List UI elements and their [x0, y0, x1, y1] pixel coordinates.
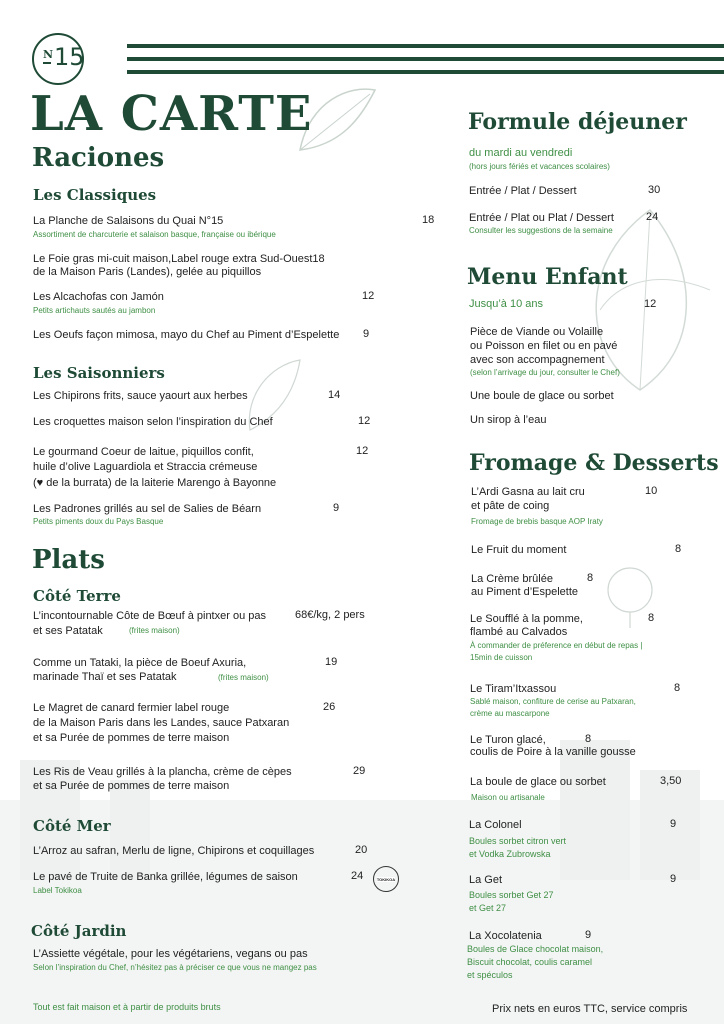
item-name-line2: huile d’olive Laguardiola et Straccia crémeuse: [33, 461, 258, 473]
formule-days-note: (hors jours fériés et vacances scolaires): [469, 162, 610, 171]
item-name: Les croquettes maison selon l’inspiration du Chef: [33, 416, 273, 428]
item-note: (frites maison): [129, 626, 180, 635]
item-name: Les Chipirons frits, sauce yaourt aux herbes: [33, 390, 248, 402]
item-name-line2: et pâte de coing: [471, 500, 550, 512]
parsley-illustration-icon: [595, 560, 665, 630]
item-name: Le Magret de canard fermier label rouge: [33, 702, 230, 714]
header-stripe: [127, 70, 724, 74]
item-name: Entrée / Plat / Dessert: [469, 185, 577, 197]
item-price: 8: [675, 543, 682, 555]
item-price: 20: [355, 844, 368, 856]
item-name: Les Alcachofas con Jamón: [33, 291, 164, 303]
item-note: Consulter les suggestions de la semaine: [469, 226, 613, 235]
item-name: Les Ris de Veau grillés à la plancha, crème de cèpes: [33, 766, 292, 778]
item-name: La boule de glace ou sorbet: [470, 776, 606, 788]
item-note-line2: Biscuit chocolat, coulis caramel: [467, 957, 593, 967]
logo-number: 15: [54, 43, 85, 71]
item-note: Petits artichauts sautés au jambon: [33, 306, 156, 315]
item-name: Un sirop à l’eau: [470, 414, 547, 426]
item-name: La Get: [469, 874, 503, 886]
item-name: Le Fruit du moment: [471, 544, 567, 556]
item-price: 12: [356, 445, 369, 457]
item-name-line3: avec son accompagnement: [470, 354, 605, 366]
item-name-line2: et ses Patatak: [33, 625, 103, 637]
item-name: La Colonel: [469, 819, 522, 831]
item-name: L’incontournable Côte de Bœuf à pintxer ou pas: [33, 610, 266, 622]
item-price: 10: [645, 485, 658, 497]
badge-text: TOKIKOA: [376, 876, 396, 882]
item-note: Fromage de brebis basque AOP Iraty: [471, 517, 603, 526]
item-note: Petits piments doux du Pays Basque: [33, 517, 164, 526]
item-name: La Xocolatenia: [469, 930, 542, 942]
logo: [32, 33, 84, 85]
item-note: À commander de préference en début de repas |: [470, 641, 643, 650]
item-note: Label Tokikoa: [33, 886, 82, 895]
section-title-terre: Côté Terre: [33, 587, 121, 605]
item-price: 8: [648, 612, 655, 624]
item-name: Pièce de Viande ou Volaille: [470, 326, 604, 338]
item-price: 8: [585, 733, 592, 745]
item-price: 8: [587, 572, 594, 584]
item-price: 14: [328, 389, 341, 401]
item-note: Selon l’inspiration du Chef, n’hésitez pas à préciser ce que vous ne mangez pas: [33, 963, 317, 972]
item-price: 24: [351, 870, 364, 882]
item-name-line2: de la Maison Paris dans les Landes, sauce Patxaran: [33, 717, 290, 729]
item-name: Les Oeufs façon mimosa, mayo du Chef au Piment d’Espelette: [33, 329, 340, 341]
item-note-line2: et Vodka Zubrowska: [469, 849, 551, 859]
item-name: La Planche de Salaisons du Quai N°15: [33, 215, 224, 227]
item-price: 9: [670, 873, 677, 885]
item-price: 9: [363, 328, 370, 340]
item-name: Le Turon glacé,: [470, 734, 546, 746]
item-name: Une boule de glace ou sorbet: [470, 390, 614, 402]
tokikoa-label-badge: [373, 866, 399, 892]
item-price: 26: [323, 701, 336, 713]
item-name: Le Foie gras mi-cuit maison,Label rouge extra Sud-Ouest18: [33, 253, 325, 265]
enfant-price: 12: [644, 298, 657, 310]
formule-title: Formule déjeuner: [468, 109, 687, 135]
item-name: Les Padrones grillés au sel de Salies de Béarn: [33, 503, 262, 515]
item-note-line3: et spéculos: [467, 970, 513, 980]
item-price: 18: [422, 214, 435, 226]
item-note: Boules sorbet citron vert: [469, 836, 567, 846]
item-note: (selon l’arrivage du jour, consulter le Chef): [470, 368, 620, 377]
item-note: Boules de Glace chocolat maison,: [467, 944, 604, 954]
item-price: 30: [648, 184, 661, 196]
page-title: LA CARTE: [30, 86, 313, 142]
item-note: Boules sorbet Get 27: [469, 890, 554, 900]
plats-title: Plats: [32, 545, 105, 575]
item-price: 9: [585, 929, 592, 941]
footer-left: Tout est fait maison et à partir de produits bruts: [33, 1002, 221, 1012]
item-name-line2: au Piment d’Espelette: [471, 586, 579, 598]
item-name: Entrée / Plat ou Plat / Dessert: [469, 212, 614, 224]
item-name-line2: marinade Thaï et ses Patatak: [33, 671, 177, 683]
item-name-line2: flambé au Calvados: [470, 626, 568, 638]
item-note-line2: et Get 27: [469, 903, 507, 913]
item-price: 29: [353, 765, 366, 777]
item-name: Le Tiram’Itxassou: [470, 683, 557, 695]
item-price: 12: [358, 415, 371, 427]
footer-right: Prix nets en euros TTC, service compris: [492, 1003, 688, 1015]
item-note: Sablé maison, confiture de cerise au Patxaran,: [470, 697, 636, 706]
item-name: L’Assiette végétale, pour les végétariens, vegans ou pas: [33, 948, 308, 960]
item-name-line2: coulis de Poire à la vanille gousse: [470, 746, 636, 758]
section-title-jardin: Côté Jardin: [31, 922, 127, 940]
item-name: L’Ardi Gasna au lait cru: [471, 486, 585, 498]
item-name: La Crème brûlée: [471, 573, 553, 585]
item-name-line2: de la Maison Paris (Landes), gelée au piquillos: [33, 266, 262, 278]
item-name: Le gourmand Coeur de laitue, piquillos confit,: [33, 446, 254, 458]
item-note: Assortiment de charcuterie et salaison basque, française ou ibérique: [33, 230, 276, 239]
item-note: (frites maison): [218, 673, 269, 682]
item-name-line2: et sa Purée de pommes de terre maison: [33, 780, 230, 792]
item-price: 9: [333, 502, 340, 514]
item-name: L’Arroz au safran, Merlu de ligne, Chipirons et coquillages: [33, 845, 315, 857]
item-price: 8: [674, 682, 681, 694]
item-name: Comme un Tataki, la pièce de Boeuf Axuria,: [33, 657, 247, 669]
item-price: 9: [670, 818, 677, 830]
enfant-age: Jusqu’à 10 ans: [469, 298, 543, 310]
item-price: 68€/kg, 2 pers: [295, 609, 365, 621]
section-title-saisonniers: Les Saisonniers: [33, 364, 165, 382]
item-price: 24: [646, 211, 659, 223]
desserts-title: Fromage & Desserts: [469, 450, 719, 476]
item-price: 12: [362, 290, 375, 302]
item-name: Le pavé de Truite de Banka grillée, légumes de saison: [33, 871, 298, 883]
item-price: 3,50: [660, 775, 682, 787]
item-name-line2: ou Poisson en filet ou en pavé: [470, 340, 618, 352]
section-title-classiques: Les Classiques: [33, 186, 157, 204]
item-name-line3: et sa Purée de pommes de terre maison: [33, 732, 230, 744]
formule-days: du mardi au vendredi: [469, 147, 573, 159]
raciones-title: Raciones: [32, 143, 165, 173]
section-title-mer: Côté Mer: [33, 817, 111, 835]
item-name: Le Soufflé à la pomme,: [470, 613, 583, 625]
item-name-line3: (♥ de la burrata) de la laiterie Marengo à Bayonne: [33, 477, 277, 489]
item-note: Maison ou artisanale: [471, 793, 545, 802]
item-note-line2: 15min de cuisson: [470, 653, 533, 662]
header-stripe: [127, 57, 724, 61]
header-stripe: [127, 44, 724, 48]
item-price: 19: [325, 656, 338, 668]
enfant-title: Menu Enfant: [467, 264, 628, 290]
logo-n: N: [43, 48, 54, 61]
item-note-line2: crème au mascarpone: [470, 709, 550, 718]
